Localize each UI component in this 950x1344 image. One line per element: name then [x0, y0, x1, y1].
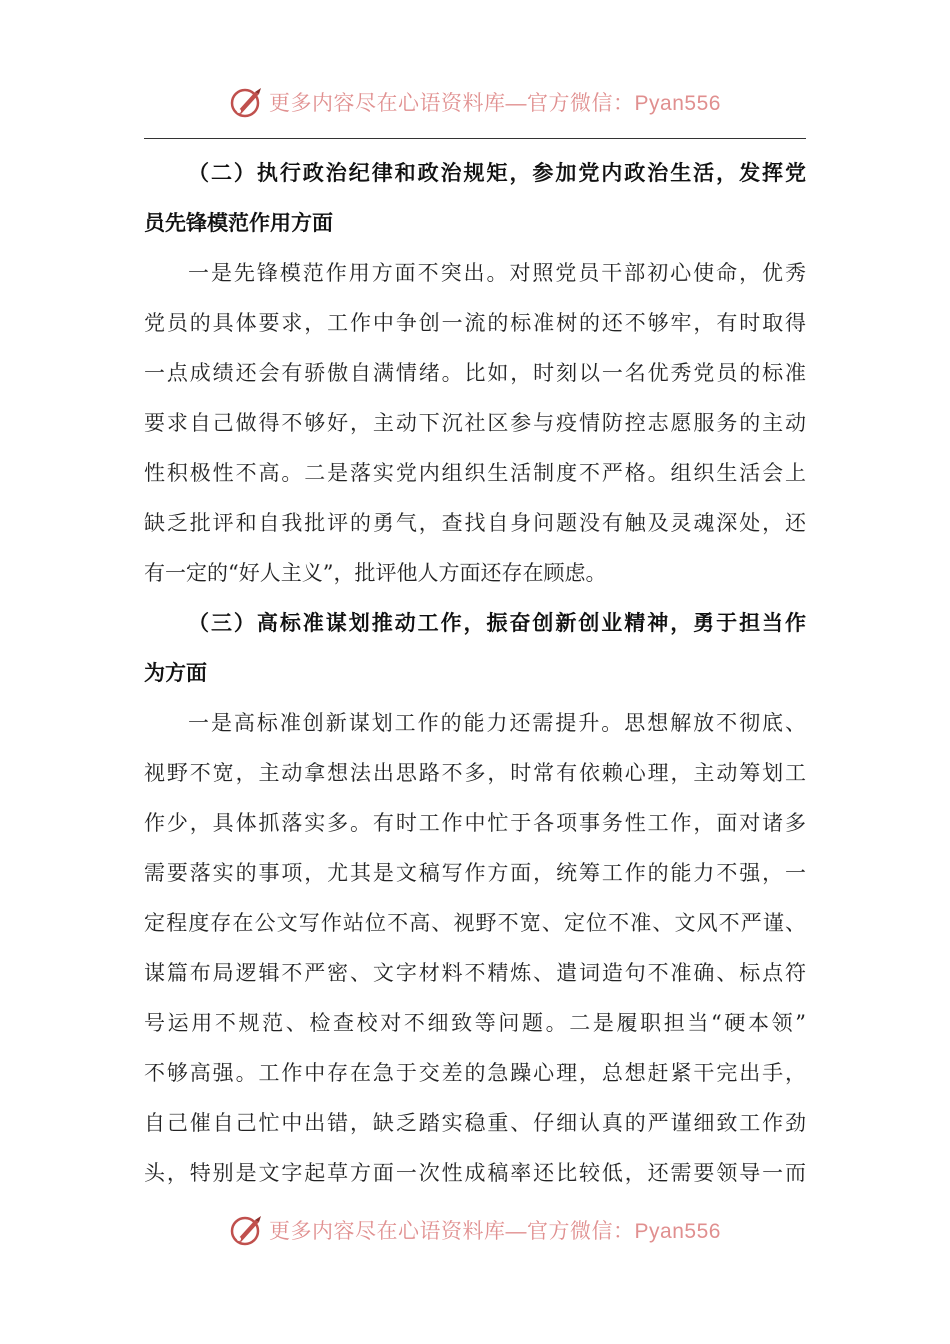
footer-banner: [0, 1210, 950, 1250]
paragraph-line: 视野不宽，主动拿想法出思路不多，时常有依赖心理，主动筹划工: [144, 761, 806, 785]
paragraph-line: 需要落实的事项，尤其是文稿写作方面，统筹工作的能力不强，一: [144, 861, 806, 885]
paragraph-line: 要求自己做得不够好，主动下沉社区参与疫情防控志愿服务的主动: [144, 411, 806, 435]
paragraph-line: 性积极性不高。二是落实党内组织生活制度不严格。组织生活会上: [144, 461, 806, 485]
header-banner: [0, 82, 950, 122]
paragraph-line: 号运用不规范、检查校对不细致等问题。二是履职担当“硬本领”: [144, 1011, 806, 1035]
document-body: [144, 148, 806, 1198]
section-2-heading-line-1: （二）执行政治纪律和政治规矩，参加党内政治生活，发挥党: [188, 160, 806, 185]
paragraph-line: 不够高强。工作中存在急于交差的急躁心理，总想赶紧干完出手，: [144, 1061, 806, 1085]
pen-logo-icon: [229, 84, 265, 120]
paragraph-line: 谋篇布局逻辑不严密、文字材料不精炼、遣词造句不准确、标点符: [144, 961, 806, 985]
pen-logo-icon: [229, 1212, 265, 1248]
paragraph-line: 定程度存在公文写作站位不高、视野不宽、定位不准、文风不严谨、: [144, 911, 806, 935]
section-2-heading-line-2: 员先锋模范作用方面: [144, 210, 333, 235]
footer-site-name: 更多内容尽在心语资料库: [269, 1219, 506, 1243]
footer-wechat: —官方微信：Pyan556: [505, 1220, 721, 1243]
header-divider: [144, 138, 806, 139]
header-wechat: —官方微信：Pyan556: [505, 92, 721, 115]
paragraph-line: 一是高标准创新谋划工作的能力还需提升。思想解放不彻底、: [188, 711, 806, 735]
paragraph-line: 党员的具体要求，工作中争创一流的标准树的还不够牢，有时取得: [144, 311, 806, 335]
paragraph-line: 作少，具体抓落实多。有时工作中忙于各项事务性工作，面对诸多: [144, 811, 806, 835]
header-site-name: 更多内容尽在心语资料库: [269, 91, 506, 115]
paragraph-line: 一是先锋模范作用方面不突出。对照党员干部初心使命，优秀: [188, 261, 806, 285]
paragraph-line: 自己催自己忙中出错，缺乏踏实稳重、仔细认真的严谨细致工作劲: [144, 1111, 806, 1135]
paragraph-line: 缺乏批评和自我批评的勇气，查找自身问题没有触及灵魂深处，还: [144, 511, 806, 535]
footer-banner-text: [269, 1215, 721, 1245]
section-3-heading-line-2: 为方面: [144, 660, 207, 685]
paragraph-line: 头，特别是文字起草方面一次性成稿率还比较低，还需要领导一而: [144, 1161, 806, 1185]
paragraph-line: 一点成绩还会有骄傲自满情绪。比如，时刻以一名优秀党员的标准: [144, 361, 806, 385]
section-3-heading-line-1: （三）高标准谋划推动工作，振奋创新创业精神，勇于担当作: [188, 610, 806, 635]
header-banner-text: [269, 87, 721, 117]
paragraph-line: 有一定的“好人主义”，批评他人方面还存在顾虑。: [144, 561, 607, 585]
